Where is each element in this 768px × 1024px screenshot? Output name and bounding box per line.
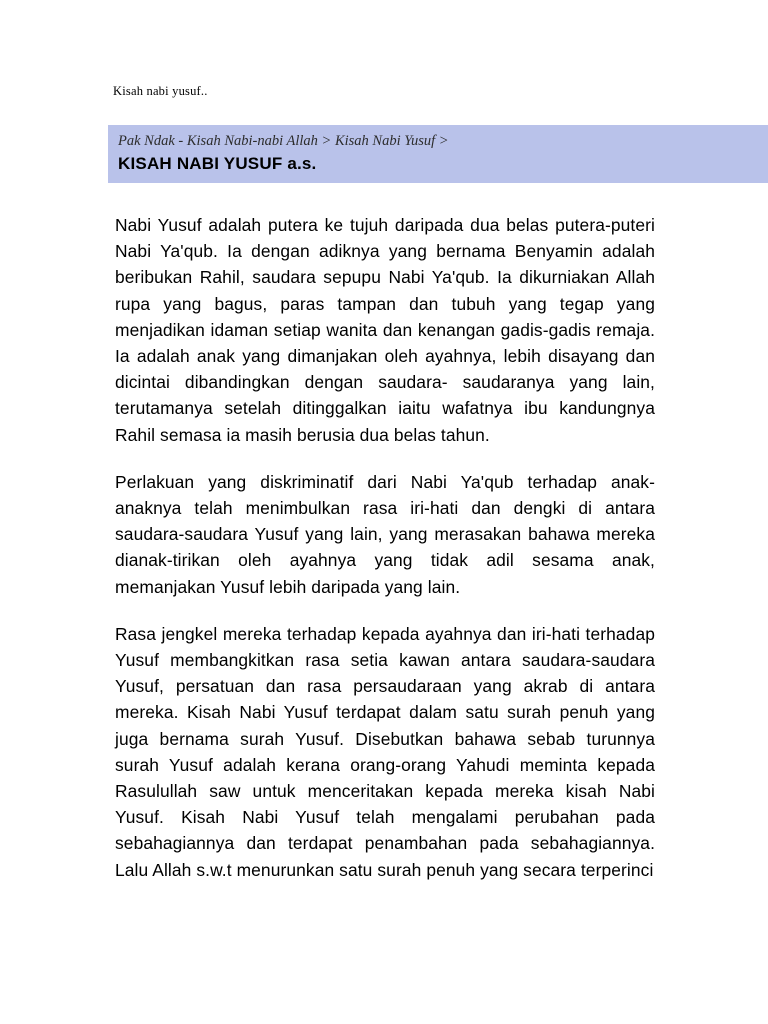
title-band — [108, 125, 768, 183]
document-body — [115, 212, 655, 883]
body-paragraph: Perlakuan yang diskriminatif dari Nabi Ya'qub terhadap anak-anaknya telah menimbulkan rasa iri-hati dan dengki di antara saudara-saudara Yusuf yang lain, yang merasakan bahawa mereka dianak-tirikan oleh ayahnya yang tidak adil sesama anak, memanjakan Yusuf lebih daripada yang lain. — [115, 471, 655, 597]
document-header-note: Kisah nabi yusuf.. — [113, 84, 208, 98]
page-title: KISAH NABI YUSUF a.s. — [118, 153, 317, 173]
body-paragraph: Nabi Yusuf adalah putera ke tujuh daripada dua belas putera-puteri Nabi Ya'qub. Ia dengan adiknya yang bernama Benyamin adalah beribukan Rahil, saudara sepupu Nabi Ya'qub. Ia dikurniakan Allah rupa yang bagus, paras tampan dan tubuh yang tegap yang menjadikan idaman setiap wanita dan kenangan gadis-gadis remaja. Ia adalah anak yang dimanjakan oleh ayahnya, lebih disayang dan dicintai dibandingkan dengan saudara- saudaranya yang lain, terutamanya setelah ditinggalkan iaitu wafatnya ibu kandungnya Rahil semasa ia masih berusia dua belas tahun. — [115, 215, 655, 445]
body-paragraph: Rasa jengkel mereka terhadap kepada ayahnya dan iri-hati terhadap Yusuf membangkitkan rasa setia kawan antara saudara-saudara Yusuf, persatuan dan rasa persaudaraan yang akrab di antara mereka. Kisah Nabi Yusuf terdapat dalam satu surah penuh yang juga bernama surah Yusuf. Disebutkan bahawa sebab turunnya surah Yusuf adalah kerana orang-orang Yahudi meminta kepada Rasulullah saw untuk menceritakan kepada mereka kisah Nabi Yusuf. Kisah Nabi Yusuf telah mengalami perubahan pada sebahagiannya dan terdapat penambahan pada sebahagiannya. Lalu Allah s.w.t menurunkan satu surah penuh yang secara terperinci — [115, 623, 655, 880]
breadcrumb: Pak Ndak - Kisah Nabi-nabi Allah > Kisah Nabi Yusuf > — [118, 133, 449, 149]
